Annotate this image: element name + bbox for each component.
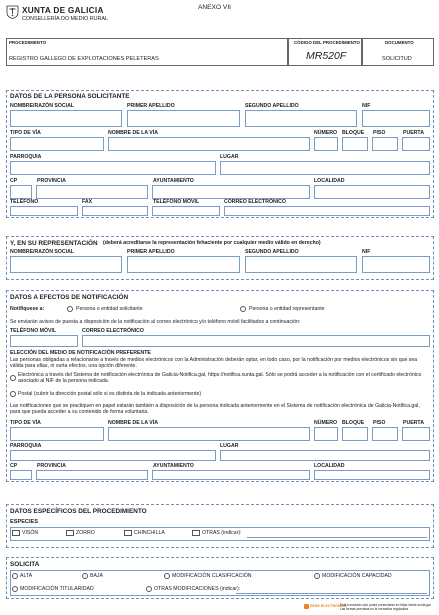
- document-label: DOCUMENTO: [385, 40, 414, 45]
- postal-notify-label: Postal (cubrir la dirección postal sólo si es distinta de la indicada anteriormente): [18, 391, 202, 397]
- applicant-door-field[interactable]: [402, 137, 430, 151]
- notify-applicant-radio[interactable]: [67, 306, 73, 312]
- applicant-email-field[interactable]: [224, 206, 430, 216]
- applicant-floor-label: PISO: [373, 130, 386, 136]
- rep-name-label: NOMBRE/RAZÓN SOCIAL: [10, 249, 74, 255]
- applicant-door-label: PUERTA: [403, 130, 424, 136]
- applicant-road-type-label: TIPO DE VÍA: [10, 130, 41, 136]
- applicant-road-name-field[interactable]: [108, 137, 310, 151]
- rep-nif-label: NIF: [362, 249, 371, 255]
- other-mods-field[interactable]: [236, 593, 427, 594]
- applicant-email-label: CORREO ELECTRÓNICO: [224, 199, 286, 205]
- notify-parish-field[interactable]: [10, 450, 216, 461]
- document-value: SOLICITUD: [382, 56, 412, 62]
- notify-province-label: PROVINCIA: [37, 463, 66, 469]
- notify-block-label: BLOQUE: [342, 420, 365, 426]
- notify-cp-label: CP: [10, 463, 18, 469]
- applicant-number-label: NÚMERO: [314, 130, 338, 136]
- applicant-name-field[interactable]: [10, 110, 122, 127]
- notify-place-label: LUGAR: [220, 443, 239, 449]
- applicant-name-label: NOMBRE/RAZÓN SOCIAL: [10, 103, 74, 109]
- dept-name: CONSELLERÍA DO MEDIO RURAL: [22, 16, 108, 22]
- specific-section-title: DATOS ESPECÍFICOS DEL PROCEDIMIENTO: [10, 508, 147, 515]
- vison-checkbox[interactable]: [12, 530, 20, 536]
- applicant-province-label: PROVINCIA: [37, 178, 66, 184]
- notify-floor-field[interactable]: [372, 427, 398, 441]
- notify-block-field[interactable]: [342, 427, 368, 441]
- rep-surname2-field[interactable]: [245, 256, 357, 273]
- mod-classification-radio[interactable]: [164, 573, 170, 579]
- applicant-nif-label: NIF: [362, 103, 371, 109]
- applicant-cp-label: CP: [10, 178, 18, 184]
- annex-label: ANEXO VII: [198, 4, 231, 11]
- applicant-parish-field[interactable]: [10, 161, 216, 175]
- procedure-name: REGISTRO GALLEGO DE EXPLOTACIONES PELETERAS: [9, 56, 159, 62]
- applicant-section-title: DATOS DE LA PERSONA SOLICITANTE: [10, 93, 130, 100]
- baja-label: BAJA: [90, 573, 103, 579]
- notify-road-type-label: TIPO DE VÍA: [10, 420, 41, 426]
- applicant-parish-label: PARROQUIA: [10, 154, 42, 160]
- notify-parish-label: PARROQUIA: [10, 443, 42, 449]
- applicant-floor-field[interactable]: [372, 137, 398, 151]
- notify-representative-radio[interactable]: [240, 306, 246, 312]
- applicant-phone-label: TELÉFONO: [10, 199, 39, 205]
- other-mods-label: OTRAS MODIFICACIONES (indicar):: [154, 586, 241, 592]
- notify-applicant-label: Persona o entidad solicitante: [76, 306, 143, 312]
- other-mods-radio[interactable]: [146, 586, 152, 592]
- applicant-block-label: BLOQUE: [342, 130, 365, 136]
- notify-email-label: CORREO ELECTRÓNICO: [82, 328, 144, 334]
- rep-surname2-label: SEGUNDO APELLIDO: [245, 249, 299, 255]
- notify-province-field[interactable]: [36, 470, 148, 480]
- baja-radio[interactable]: [82, 573, 88, 579]
- sede-badge-icon: [304, 604, 309, 609]
- choice-title: ELECCIÓN DEL MEDIO DE NOTIFICACIÓN PREFERENTE: [10, 350, 151, 356]
- notify-road-name-label: NOMBRE DE LA VÍA: [108, 420, 158, 426]
- mod-ownership-radio[interactable]: [12, 586, 18, 592]
- applicant-phone-field[interactable]: [10, 206, 78, 216]
- applicant-number-field[interactable]: [314, 137, 338, 151]
- chinchilla-checkbox[interactable]: [124, 530, 132, 536]
- zorro-checkbox[interactable]: [66, 530, 74, 536]
- xunta-logo: [6, 5, 19, 19]
- electronic-notify-label: Electrónica a través del Sistema de notificación electrónica de Galicia-Notifica.gal, https://notifica.xunta.gal. Sólo se podrá acceder a la notificación con el certificado electrónico asociado al NIF de la persona indicada.: [18, 372, 422, 385]
- applicant-surname1-label: PRIMER APELLIDO: [127, 103, 175, 109]
- notify-council-label: AYUNTAMIENTO: [153, 463, 194, 469]
- vison-label: VISÓN: [22, 530, 39, 536]
- applicant-surname2-field[interactable]: [245, 110, 357, 127]
- notify-number-field[interactable]: [314, 427, 338, 441]
- electronic-notify-radio[interactable]: [10, 375, 16, 381]
- applicant-locality-label: LOCALIDAD: [314, 178, 345, 184]
- notify-council-field[interactable]: [152, 470, 310, 480]
- applicant-council-label: AYUNTAMIENTO: [153, 178, 194, 184]
- notify-locality-label: LOCALIDAD: [314, 463, 345, 469]
- notify-email-field[interactable]: [82, 335, 430, 347]
- mod-capacity-label: MODIFICACIÓN CAPACIDAD: [322, 573, 392, 579]
- notify-to-label: Notifíquese a:: [10, 306, 45, 312]
- applicant-fax-label: FAX: [82, 199, 93, 205]
- applicant-fax-field[interactable]: [82, 206, 148, 216]
- notify-mobile-label: TELÉFONO MÓVIL: [10, 328, 57, 334]
- applicant-place-label: LUGAR: [220, 154, 239, 160]
- notify-road-type-field[interactable]: [10, 427, 104, 441]
- notify-representative-label: Persona o entidad representante: [249, 306, 325, 312]
- rep-nif-field[interactable]: [362, 256, 430, 273]
- mod-ownership-label: MODIFICACIÓN TITULARIDAD: [20, 586, 94, 592]
- notify-door-label: PUERTA: [403, 420, 424, 426]
- shield-icon: [6, 5, 19, 19]
- procedure-code-value: MR520F: [306, 50, 347, 62]
- footer-text: Este formulario sólo podrá presentarse en https://sede.xunta.gal. Las formas previstas en la normativa reguladora: [340, 603, 432, 611]
- applicant-block-field[interactable]: [342, 137, 368, 151]
- other-species-label: OTRAS (indicar):: [202, 530, 242, 536]
- notify-locality-field[interactable]: [314, 470, 430, 480]
- notify-place-field[interactable]: [220, 450, 430, 461]
- sede-badge-label: SEDE ELECTRÓNICA: [310, 604, 347, 608]
- rep-surname1-field[interactable]: [127, 256, 240, 273]
- notify-number-label: NÚMERO: [314, 420, 338, 426]
- applicant-road-name-label: NOMBRE DE LA VÍA: [108, 130, 158, 136]
- notify-cp-field[interactable]: [10, 470, 32, 480]
- chinchilla-label: CHINCHILLA: [134, 530, 165, 536]
- applicant-province-field[interactable]: [36, 185, 148, 199]
- zorro-label: ZORRO: [76, 530, 95, 536]
- applicant-council-field[interactable]: [152, 185, 310, 199]
- choice-text: Las personas obligadas a relacionarse a través de medios electrónicos con la Administración deberán optar, en todo caso, por la notificación por medios electrónicos sin que sea válida para ellas, ni surta efectos, una opción diferente.: [10, 357, 418, 370]
- representative-note: (deberá acreditarse la representación fehaciente por cualquier medio válido en derecho): [103, 240, 321, 246]
- applicant-nif-field[interactable]: [362, 110, 430, 127]
- applicant-place-field[interactable]: [220, 161, 430, 175]
- request-section-title: SOLICITA: [10, 561, 40, 568]
- applicant-cp-field[interactable]: [10, 185, 32, 199]
- postal-notify-radio[interactable]: [10, 391, 16, 397]
- notice-text: Se enviarán avisos de puesta a disposición de la notificación al correo electrónico y/o teléfono móvil facilitados a continuación:: [10, 319, 301, 325]
- procedure-label: PROCEDIMIENTO: [9, 40, 46, 45]
- representative-section-title: Y, EN SU REPRESENTACIÓN: [10, 240, 98, 247]
- rep-name-field[interactable]: [10, 256, 122, 273]
- applicant-mobile-label: TELÉFONO MÓVIL: [153, 199, 200, 205]
- mod-classification-label: MODIFICACIÓN CLASIFICACIÓN: [172, 573, 252, 579]
- notify-door-field[interactable]: [402, 427, 430, 441]
- applicant-surname1-field[interactable]: [127, 110, 240, 127]
- notify-floor-label: PISO: [373, 420, 386, 426]
- other-species-checkbox[interactable]: [192, 530, 200, 536]
- procedure-code-label: CÓDIGO DEL PROCEDIMIENTO: [294, 40, 360, 45]
- notification-section-title: DATOS A EFECTOS DE NOTIFICACIÓN: [10, 294, 129, 301]
- applicant-locality-field[interactable]: [314, 185, 430, 199]
- other-species-field[interactable]: [247, 537, 427, 538]
- rep-surname1-label: PRIMER APELLIDO: [127, 249, 175, 255]
- species-label: ESPECIES: [10, 519, 38, 525]
- notify-mobile-field[interactable]: [10, 335, 78, 347]
- alta-label: ALTA: [20, 573, 33, 579]
- notify-road-name-field[interactable]: [108, 427, 310, 441]
- paper-notification-text: Las notificaciones que se practiquen en papel estarán también a disposición de la persona indicada anteriormente en el Sistema de notificación electrónica de Galicia-Notifica.gal, para que pueda acceder a su contenido de forma voluntaria.: [10, 403, 420, 416]
- applicant-surname2-label: SEGUNDO APELLIDO: [245, 103, 299, 109]
- applicant-road-type-field[interactable]: [10, 137, 104, 151]
- mod-capacity-radio[interactable]: [314, 573, 320, 579]
- org-name: XUNTA DE GALICIA: [22, 6, 104, 15]
- applicant-mobile-field[interactable]: [152, 206, 220, 216]
- alta-radio[interactable]: [12, 573, 18, 579]
